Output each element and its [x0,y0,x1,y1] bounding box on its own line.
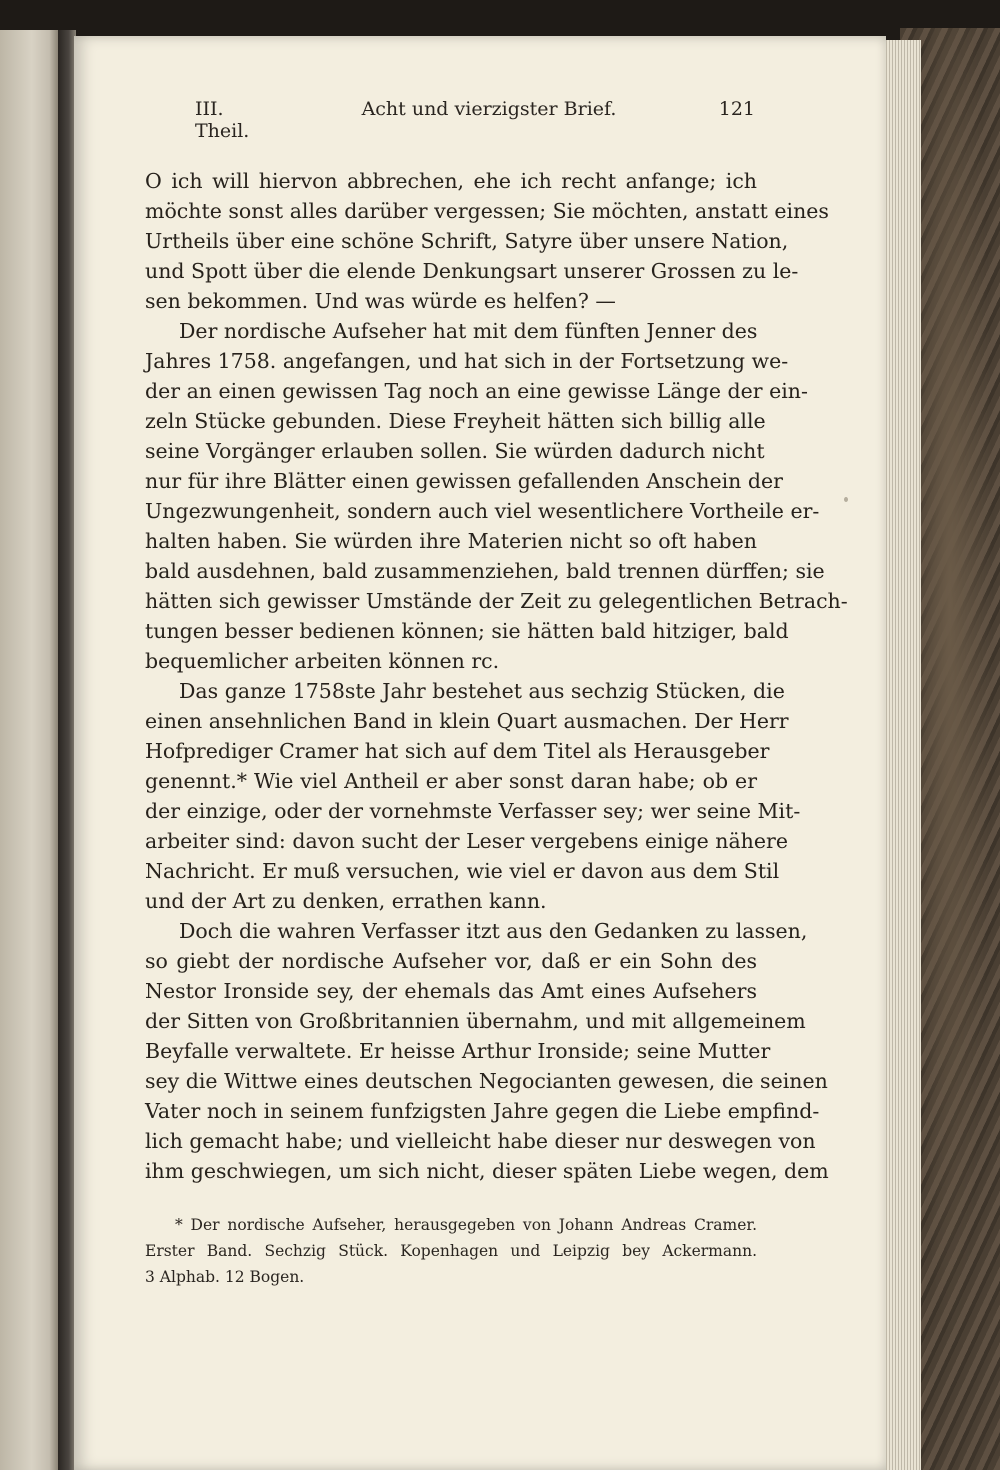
text-line: einen ansehnlichen Band in klein Quart ausmachen. Der Herr [145,709,789,733]
text-line: hätten sich gewisser Umstände der Zeit zu gelegentlichen Betrach- [145,589,848,613]
footnote-line: Erster Band. Sechzig Stück. Kopenhagen und Leipzig bey Ackermann. [145,1242,757,1260]
page-number: 121 [718,98,755,120]
text-line: und Spott über die elende Denkungsart unserer Grossen zu le- [145,259,799,283]
text-line: Jahres 1758. angefangen, und hat sich in der Fortsetzung we- [145,349,789,373]
text-line: O ich will hiervon abbrechen, ehe ich recht anfange; ich [145,169,757,193]
text-line: tungen besser bedienen können; sie hätten bald hitziger, bald [145,619,789,643]
page-edges-stack [880,40,921,1470]
text-line: seine Vorgänger erlauben sollen. Sie würden dadurch nicht [145,439,765,463]
header-title: Acht und vierzigster Brief. [361,98,617,120]
text-line: Ungezwungenheit, sondern auch viel wesentlichere Vortheile er- [145,499,820,523]
text-line: so giebt der nordische Aufseher vor, daß er ein Sohn des [145,949,757,973]
text-line: lich gemacht habe; und vielleicht habe dieser nur deswegen von [145,1129,816,1153]
main-text [145,166,848,1186]
text-line: Vater noch in seinem funfzigsten Jahre gegen die Liebe empfind- [145,1099,820,1123]
text-line: Nachricht. Er muß versuchen, wie viel er davon aus dem Stil [145,859,780,883]
text-line: der Sitten von Großbritannien übernahm, und mit allgemeinem [145,1009,806,1033]
text-line: zeln Stücke gebunden. Diese Freyheit hätten sich billig alle [145,409,766,433]
text-line: möchte sonst alles darüber vergessen; Sie möchten, anstatt eines [145,199,829,223]
text-line: Doch die wahren Verfasser itzt aus den Gedanken zu lassen, [179,919,808,943]
text-line: arbeiter sind: davon sucht der Leser vergebens einige nähere [145,829,788,853]
text-line: sey die Wittwe eines deutschen Negocianten gewesen, die seinen [145,1069,828,1093]
footnote [145,1212,757,1290]
text-line: ihm geschwiegen, um sich nicht, dieser späten Liebe wegen, dem [145,1159,829,1183]
header-section: III. Theil. [195,98,250,142]
text-line: genennt.* Wie viel Antheil er aber sonst daran habe; ob er [145,769,757,793]
text-line: bequemlicher arbeiten können rc. [145,649,500,673]
text-line: der an einen gewissen Tag noch an eine gewisse Länge der ein- [145,379,808,403]
text-line: sen bekommen. Und was würde es helfen? — [145,289,616,313]
footnote-line: 3 Alphab. 12 Bogen. [145,1268,305,1286]
text-line: Das ganze 1758ste Jahr bestehet aus sechzig Stücken, die [179,679,785,703]
text-line: Nestor Ironside sey, der ehemals das Amt eines Aufsehers [145,979,757,1003]
text-line: nur für ihre Blätter einen gewissen gefallenden Anschein der [145,469,783,493]
text-line: Hofprediger Cramer hat sich auf dem Titel als Herausgeber [145,739,770,763]
text-line: halten haben. Sie würden ihre Materien nicht so oft haben [145,529,757,553]
text-line: der einzige, oder der vornehmste Verfasser sey; wer seine Mit- [145,799,801,823]
footnote-line: * Der nordische Aufseher, herausgegeben von Johann Andreas Cramer. [175,1216,757,1234]
text-line: Beyfalle verwaltete. Er heisse Arthur Ironside; seine Mutter [145,1039,771,1063]
facing-page-edge [0,30,60,1470]
text-line: Urtheils über eine schöne Schrift, Satyre über unsere Nation, [145,229,789,253]
paper-speck [844,497,848,502]
text-line: und der Art zu denken, errathen kann. [145,889,547,913]
text-line: Der nordische Aufseher hat mit dem fünften Jenner des [179,319,758,343]
running-header [195,98,755,142]
text-line: bald ausdehnen, bald zusammenziehen, bald trennen dürffen; sie [145,559,825,583]
